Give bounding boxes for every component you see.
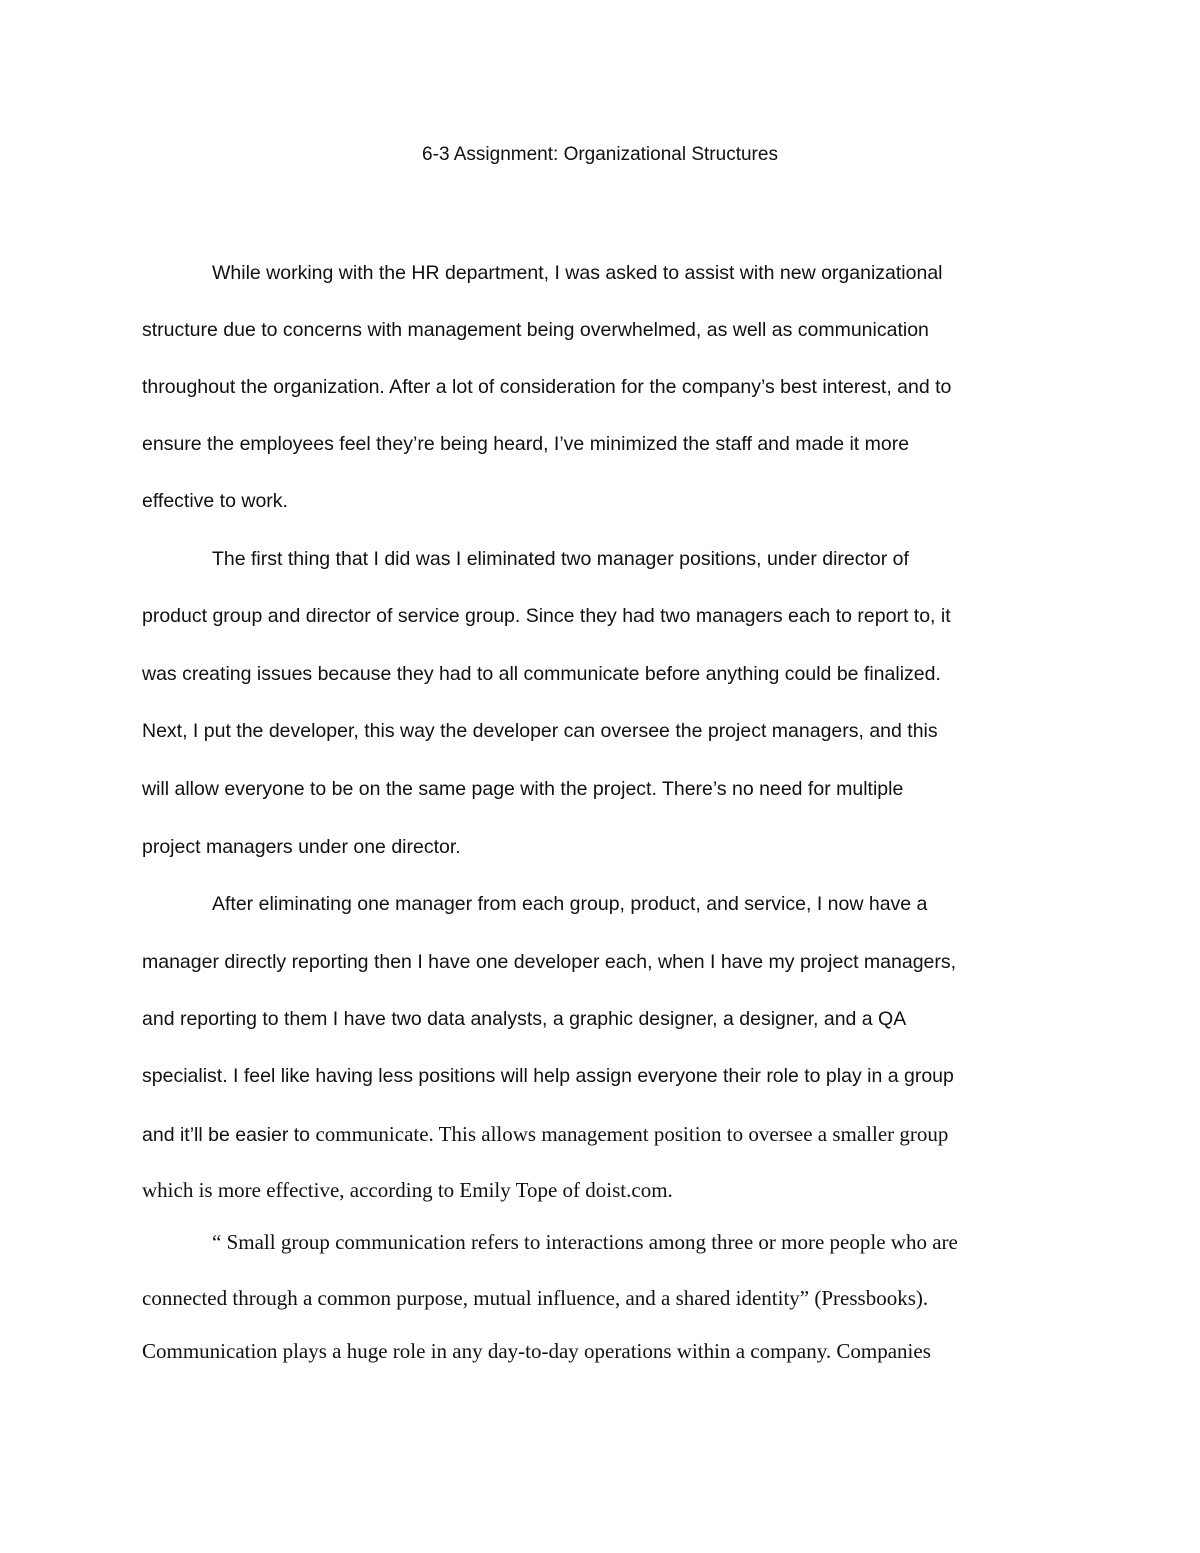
text-span-sans: and it’ll be easier to [142,1124,316,1146]
text-line: structure due to concerns with management being overwhelmed, as well as communication [142,319,929,341]
text-line: which is more effective, according to Emily Tope of doist.com. [142,1178,673,1202]
text-line: manager directly reporting then I have one developer each, when I have my project managers, [142,951,957,973]
text-line: Communication plays a huge role in any day-to-day operations within a company. Companies [142,1339,931,1363]
text-line: was creating issues because they had to all communicate before anything could be finalized. [142,663,941,685]
text-line: will allow everyone to be on the same page with the project. There’s no need for multiple [142,778,904,800]
text-line: “ Small group communication refers to interactions among three or more people who are [212,1230,958,1254]
text-line: specialist. I feel like having less positions will help assign everyone their role to play in a group [142,1065,954,1087]
text-line: product group and director of service group. Since they had two managers each to report to, it [142,605,951,627]
text-span-serif: communicate. This allows management position to oversee a smaller group [315,1122,949,1146]
text-line: After eliminating one manager from each group, product, and service, I now have a [212,893,928,915]
text-line: ensure the employees feel they’re being heard, I’ve minimized the staff and made it more [142,433,910,455]
text-line: effective to work. [142,490,288,512]
text-line: project managers under one director. [142,836,461,858]
text-line: throughout the organization. After a lot of consideration for the company’s best interest, and to [142,376,952,398]
text-line: While working with the HR department, I was asked to assist with new organizational [212,262,943,284]
text-line: connected through a common purpose, mutual influence, and a shared identity” (Pressbooks). [142,1286,929,1310]
document-title: 6-3 Assignment: Organizational Structures [422,144,778,165]
text-line: Next, I put the developer, this way the developer can oversee the project managers, and this [142,720,938,742]
text-line: The first thing that I did was I eliminated two manager positions, under director of [212,548,909,570]
text-line: and reporting to them I have two data analysts, a graphic designer, a designer, and a QA [142,1008,907,1030]
text-line-mixed [142,1121,948,1149]
